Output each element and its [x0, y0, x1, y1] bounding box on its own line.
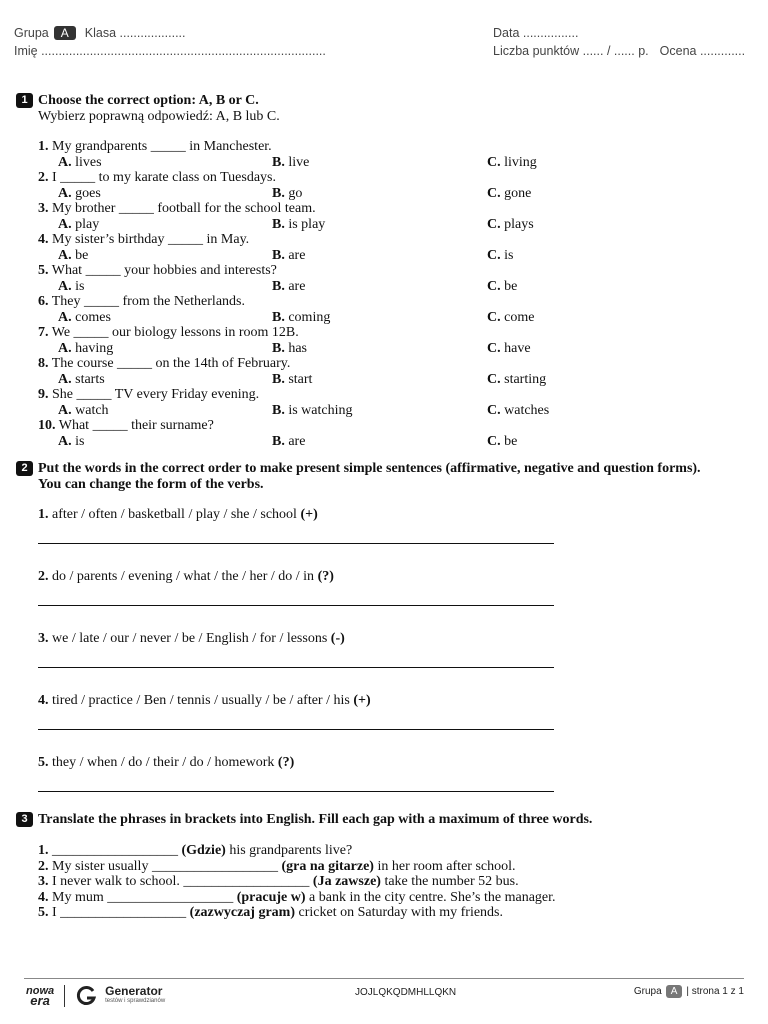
answer-line[interactable]	[38, 791, 554, 792]
question-item: 9. She _____ TV every Friday evening. A. watch B. is watching C. watches	[38, 387, 550, 418]
option-b[interactable]: B. is play	[272, 217, 326, 232]
question-item: 5. What _____ your hobbies and interests? A. is B. are C. be	[38, 263, 518, 294]
grupa-badge: A	[54, 26, 76, 40]
option-b[interactable]: B. has	[272, 341, 308, 356]
option-c[interactable]: C. gone	[487, 186, 532, 201]
option-c[interactable]: C. have	[487, 341, 531, 356]
option-a[interactable]: A. having	[58, 341, 114, 356]
ordering-item: 1. after / often / basketball / play / she / school (+)	[16, 507, 716, 569]
ocena-field[interactable]: Ocena .............	[659, 44, 746, 58]
exercise-subtitle: Wybierz poprawną odpowiedź: A, B lub C.	[38, 109, 280, 124]
header-right	[493, 24, 745, 60]
generator-subtitle: testów i sprawdzianów	[105, 998, 166, 1004]
answer-line[interactable]	[38, 543, 554, 544]
option-a[interactable]: A. watch	[58, 403, 109, 418]
option-c[interactable]: C. come	[487, 310, 535, 325]
question-list	[16, 139, 716, 449]
option-b[interactable]: B. coming	[272, 310, 331, 325]
question-item: 8. The course _____ on the 14th of February. A. starts B. start C. starting	[38, 356, 547, 387]
answer-line[interactable]	[38, 729, 554, 730]
ordering-item: 4. tired / practice / Ben / tennis / usually / be / after / his (+)	[16, 693, 716, 755]
question-item: 10. What _____ their surname? A. is B. are C. be	[38, 418, 518, 449]
exercise-title: Put the words in the correct order to make present simple sentences (affirmative, negative and question forms). You can change the form of the verbs.	[38, 461, 701, 492]
option-a[interactable]: A. is	[58, 434, 85, 449]
footer	[24, 978, 744, 1019]
grupa-label: Grupa	[14, 26, 49, 40]
translation-item: 4. My mum __________________ (pracuje w) a bank in the city centre. She’s the manager.	[38, 889, 556, 905]
footer-grupa-label: Grupa	[633, 986, 662, 997]
question-item: 4. My sister’s birthday _____ in May. A. be B. are C. is	[38, 232, 514, 263]
footer-grupa-badge: A	[666, 985, 683, 998]
generator-logo-icon	[75, 985, 97, 1007]
question-item: 2. I _____ to my karate class on Tuesdays. A. goes B. go C. gone	[38, 170, 532, 201]
exercise-title: Translate the phrases in brackets into English. Fill each gap with a maximum of three words.	[38, 812, 593, 827]
exercise-1	[16, 93, 716, 449]
question-item: 7. We _____ our biology lessons in room 12B. A. having B. has C. have	[38, 325, 531, 356]
publisher-logo	[26, 985, 165, 1007]
translation-item: 5. I __________________ (zazwyczaj gram) cricket on Saturday with my friends.	[38, 905, 504, 920]
answer-blank[interactable]: __________________	[52, 843, 178, 858]
answer-line[interactable]	[38, 667, 554, 668]
exercise-number-badge: 2	[16, 461, 33, 476]
option-a[interactable]: A. be	[58, 248, 89, 263]
option-c[interactable]: C. living	[487, 155, 537, 170]
option-a[interactable]: A. starts	[58, 372, 105, 387]
answer-line[interactable]	[38, 605, 554, 606]
option-a[interactable]: A. is	[58, 279, 85, 294]
option-b[interactable]: B. are	[272, 279, 306, 294]
option-b[interactable]: B. are	[272, 434, 306, 449]
header-left	[14, 24, 326, 60]
exercise-2	[16, 461, 716, 817]
exercise-number-badge: 1	[16, 93, 33, 108]
option-c[interactable]: C. watches	[487, 403, 550, 418]
nowa-era-logo: nowa era	[26, 985, 55, 1008]
option-c[interactable]: C. plays	[487, 217, 534, 232]
translation-list	[16, 843, 716, 921]
option-c[interactable]: C. is	[487, 248, 514, 263]
ordering-item: 5. they / when / do / their / do / homework (?)	[16, 755, 716, 817]
ordering-item: 2. do / parents / evening / what / the / her / do / in (?)	[16, 569, 716, 631]
option-b[interactable]: B. is watching	[272, 403, 353, 418]
translation-item: 3. I never walk to school. __________________ (Ja zawsze) take the number 52 bus.	[38, 874, 519, 889]
translation-item: 2. My sister usually __________________ (gra na gitarze) in her room after school.	[38, 858, 516, 874]
answer-blank[interactable]: __________________	[151, 858, 278, 874]
ordering-list	[16, 507, 716, 817]
punkty-field[interactable]: Liczba punktów ...... / ...... p.	[493, 44, 649, 58]
klasa-field[interactable]: Klasa ...................	[84, 26, 186, 40]
exercise-number-badge: 3	[16, 812, 33, 827]
option-a[interactable]: A. play	[58, 217, 100, 232]
question-item: 1. My grandparents _____ in Manchester. A. lives B. live C. living	[38, 139, 537, 170]
option-c[interactable]: C. starting	[487, 372, 547, 387]
question-item: 6. They _____ from the Netherlands. A. comes B. coming C. come	[38, 294, 535, 325]
generator-name: Generator	[105, 984, 163, 998]
option-a[interactable]: A. comes	[58, 310, 111, 325]
answer-blank[interactable]: __________________	[183, 874, 310, 889]
document-code: JOJLQKQDMHLLQKN	[355, 987, 457, 998]
translation-item: 1. __________________ (Gdzie) his grandparents live?	[38, 843, 353, 858]
ordering-item: 3. we / late / our / never / be / English / for / lessons (-)	[16, 631, 716, 693]
answer-blank[interactable]: __________________	[107, 889, 234, 905]
option-a[interactable]: A. goes	[58, 186, 101, 201]
page-info	[634, 985, 744, 998]
option-b[interactable]: B. go	[272, 186, 303, 201]
answer-blank[interactable]: __________________	[60, 905, 187, 920]
page-number: | strona 1 z 1	[686, 986, 744, 997]
option-b[interactable]: B. start	[272, 372, 313, 387]
exercise-3	[16, 812, 716, 921]
exercise-title: Choose the correct option: A, B or C.	[38, 93, 259, 108]
option-a[interactable]: A. lives	[58, 155, 102, 170]
imie-field[interactable]: Imię ..................................................................................	[14, 44, 326, 58]
option-c[interactable]: C. be	[487, 279, 518, 294]
option-b[interactable]: B. live	[272, 155, 310, 170]
option-b[interactable]: B. are	[272, 248, 306, 263]
data-field[interactable]: Data ................	[493, 26, 579, 40]
question-item: 3. My brother _____ football for the school team. A. play B. is play C. plays	[38, 201, 534, 232]
option-c[interactable]: C. be	[487, 434, 518, 449]
